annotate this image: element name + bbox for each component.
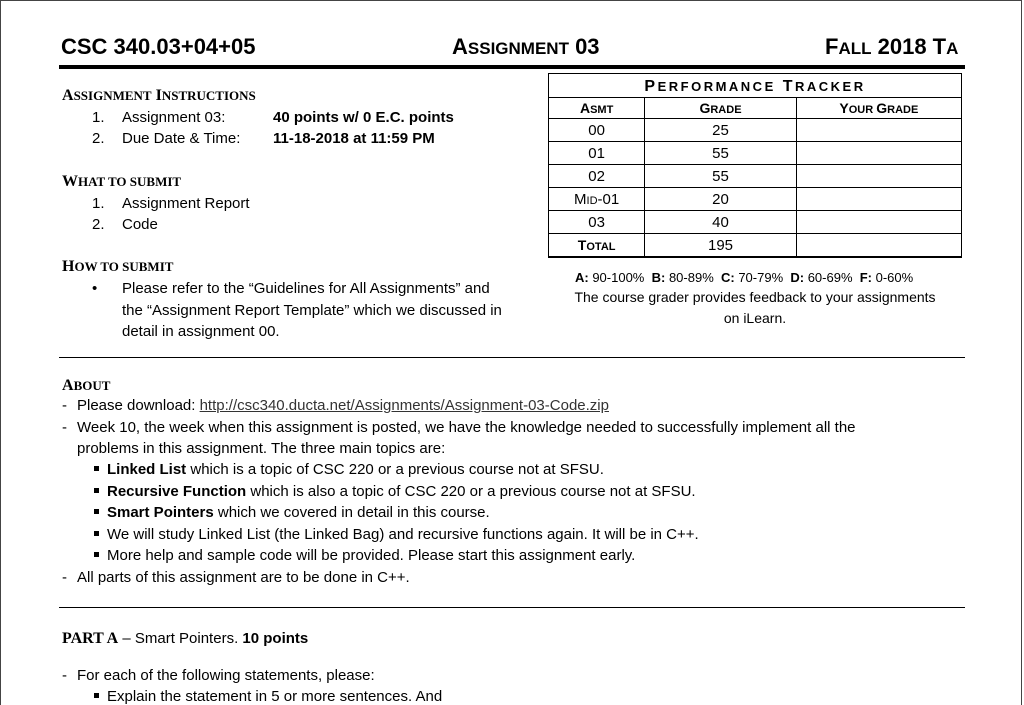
tracker-row	[549, 188, 962, 211]
heading-small: SSIGNMENT	[73, 88, 152, 103]
asmt-small: ID	[586, 194, 598, 207]
your-grade-cell[interactable]	[796, 119, 961, 142]
grade-cell: 55	[645, 142, 796, 165]
asmt-cell	[549, 188, 645, 211]
grade-letter: C:	[720, 270, 735, 285]
col-cap: Y	[839, 100, 849, 116]
instructions-heading	[62, 87, 256, 105]
total-label	[549, 234, 645, 257]
how-to-submit-heading	[62, 258, 173, 276]
grade-letter: F:	[859, 270, 873, 285]
tracker-title-cap: T	[775, 78, 795, 95]
col-small: RADE	[710, 104, 742, 116]
your-total-cell[interactable]	[796, 234, 961, 257]
your-grade-cell[interactable]	[796, 188, 961, 211]
instruction-label: Assignment 03:	[122, 109, 226, 126]
square-bullet-icon	[94, 509, 99, 514]
tracker-title	[548, 78, 962, 96]
topic-text: We will study Linked List (the Linked Bag) and recursive functions again. It will be in C++.	[107, 526, 699, 543]
grade-range: 80-89%	[665, 270, 714, 285]
col-cap: G	[699, 100, 711, 116]
dash: -	[62, 397, 67, 414]
col-cap: A	[579, 100, 591, 116]
how-to-submit-line: detail in assignment 00.	[122, 323, 280, 340]
tracker-row	[549, 211, 962, 234]
asmt-cell: 03	[549, 211, 645, 234]
grade-range: 0-60%	[872, 270, 914, 285]
tracker-title-small: RACKER	[794, 79, 866, 94]
bullet: •	[92, 280, 98, 297]
week-line: Week 10, the week when this assignment is posted, we have the knowledge needed to successfully implement all the	[77, 419, 856, 436]
topic-text: which is also a topic of CSC 220 or a previous course not at SFSU.	[246, 483, 696, 500]
course-code: CSC 340.03+04+05	[61, 34, 256, 59]
tracker-row	[549, 119, 962, 142]
part-a-heading	[62, 630, 308, 648]
your-grade-cell[interactable]	[796, 142, 961, 165]
list-number: 1.	[92, 109, 105, 126]
square-bullet-icon	[94, 552, 99, 557]
grader-note: The course grader provides feedback to your assignments	[574, 289, 936, 305]
total-grade-cell: 195	[645, 234, 796, 257]
your-grade-cell[interactable]	[796, 165, 961, 188]
asmt-cell: 02	[549, 165, 645, 188]
topic-text: which we covered in detail in this course.	[213, 504, 490, 521]
total-small: OTAL	[586, 240, 616, 253]
term-small: ALL	[838, 39, 872, 58]
heading-small: OW TO SUBMIT	[74, 259, 174, 274]
topic-item	[94, 504, 490, 521]
square-bullet-icon	[94, 531, 99, 536]
dash: -	[62, 419, 67, 436]
section-divider	[59, 607, 965, 608]
heading-small: HAT TO SUBMIT	[78, 174, 182, 189]
header-rule	[59, 65, 965, 69]
part-a-points: 10 points	[242, 630, 309, 647]
term-title	[825, 34, 958, 60]
instruction-value: 11-18-2018 at 11:59 PM	[273, 130, 435, 147]
col-small: OUR	[848, 104, 877, 116]
asmt-cell: 01	[549, 142, 645, 165]
asmt-num: -01	[597, 190, 620, 208]
heading-small: BOUT	[73, 378, 111, 393]
topic-text: which is a topic of CSC 220 or a previous course not at SFSU.	[186, 461, 604, 478]
col-your-grade	[796, 98, 961, 119]
grade-range: 60-69%	[804, 270, 853, 285]
topic-item	[94, 483, 696, 500]
square-bullet-icon	[94, 693, 99, 698]
part-a-intro: For each of the following statements, please:	[77, 667, 375, 684]
what-to-submit-heading	[62, 173, 181, 191]
grade-cell: 55	[645, 165, 796, 188]
total-cap: T	[577, 236, 587, 253]
assignment-number: 03	[568, 34, 600, 59]
topic-item	[94, 526, 699, 543]
grading-scale	[575, 270, 913, 285]
dash: -	[62, 667, 67, 684]
part-a-bullet-text: Explain the statement in 5 or more sentences. And	[107, 688, 443, 705]
list-number: 1.	[92, 195, 105, 212]
heading-cap: A	[62, 87, 74, 104]
instruction-value: 40 points w/ 0 E.C. points	[273, 109, 454, 126]
assignment-title	[452, 34, 600, 60]
about-heading	[62, 377, 110, 395]
topic-bold: Linked List	[107, 461, 187, 478]
tracker-title-cap: P	[644, 78, 658, 95]
heading-small: NSTRUCTIONS	[161, 88, 256, 103]
submit-item: Code	[122, 216, 158, 233]
heading-cap: H	[62, 258, 75, 275]
how-to-submit-line: the “Assignment Report Template” which we discussed in	[122, 302, 502, 319]
col-asmt	[549, 98, 645, 119]
tracker-title-small: ERFORMANCE	[657, 79, 776, 94]
week-line: problems in this assignment. The three main topics are:	[77, 440, 446, 457]
assignment-title-cap: A	[452, 34, 468, 59]
grader-note: on iLearn.	[723, 310, 787, 326]
asmt-cap: M	[574, 190, 587, 208]
tracker-row	[549, 142, 962, 165]
list-number: 2.	[92, 130, 105, 147]
grade-cell: 40	[645, 211, 796, 234]
term-ta-small: A	[946, 39, 959, 58]
tracker-row	[549, 165, 962, 188]
how-to-submit-line: Please refer to the “Guidelines for All Assignments” and	[122, 280, 490, 297]
topic-item	[94, 461, 604, 478]
list-number: 2.	[92, 216, 105, 233]
heading-cap: I	[151, 87, 162, 104]
topic-text: More help and sample code will be provided. Please start this assignment early.	[107, 547, 636, 564]
grade-range: 70-79%	[734, 270, 784, 285]
part-a-bullet	[94, 688, 442, 705]
topic-bold: Recursive Function	[107, 483, 247, 500]
tracker-table	[548, 97, 962, 257]
asmt-cell: 00	[549, 119, 645, 142]
grade-letter: D:	[790, 270, 805, 285]
topic-bold: Smart Pointers	[107, 504, 214, 521]
heading-cap: W	[62, 173, 78, 190]
square-bullet-icon	[94, 488, 99, 493]
download-line	[77, 397, 609, 414]
download-label: Please download:	[77, 397, 200, 414]
grade-letter: A:	[575, 270, 589, 285]
course-title	[61, 34, 256, 60]
heading-cap: A	[62, 377, 74, 394]
instruction-label: Due Date & Time:	[122, 130, 241, 147]
dash: -	[62, 569, 67, 586]
col-cap: G	[876, 100, 888, 116]
col-small: SMT	[590, 104, 614, 116]
col-grade	[645, 98, 796, 119]
tracker-header-row	[549, 98, 962, 119]
final-line: All parts of this assignment are to be done in C++.	[77, 569, 410, 586]
assignment-title-small: SSIGNMENT	[467, 39, 569, 58]
submit-item: Assignment Report	[122, 195, 250, 212]
download-link[interactable]: http://csc340.ducta.net/Assignments/Assignment-03-Code.zip	[199, 397, 609, 414]
grade-range: 90-100%	[588, 270, 645, 285]
your-grade-cell[interactable]	[796, 211, 961, 234]
grade-cell: 20	[645, 188, 796, 211]
grade-letter: B:	[651, 270, 666, 285]
square-bullet-icon	[94, 466, 99, 471]
col-small: RADE	[887, 104, 919, 116]
part-a-title: PART A	[62, 630, 119, 647]
tracker-total-row	[549, 234, 962, 257]
part-a-subtitle: – Smart Pointers.	[118, 630, 243, 647]
grade-cell: 25	[645, 119, 796, 142]
term-cap: F	[825, 34, 839, 59]
term-year: 2018 T	[871, 34, 947, 59]
topic-item	[94, 547, 635, 564]
section-divider	[59, 357, 965, 358]
